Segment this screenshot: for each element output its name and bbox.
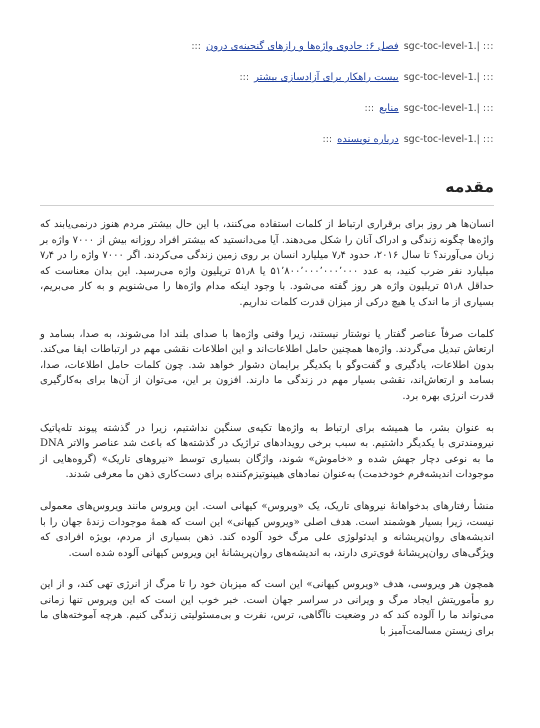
paragraph: همچون هر ویروسی، هدف «ویروس کیهانی» این است که میزبان خود را تا مرگ از انرژی تهی کند، و از این رو مأموریتش ایجاد مرگ و ویرانی در سراسر جهان است. خبر خوب این است که این ویروس تنها زمانی می‌تواند ما را آلوده کند که در وضعیت ناآگاهی، ترس، نفرت و بی‌مسئولیتی زندگی کنیم. هرچه آموخته‌های ما برای زیستن مسالمت‌آمیز با [40,579,494,638]
toc-link-twenty-strategies[interactable]: بیست راهکار برای آزادسازی بیشتر [254,72,399,83]
paragraph: منشأ رفتارهای بدخواهانهٔ نیروهای تاریک، یک «ویروس» کیهانی است. این ویروس مانند ویروس‌های معمولی نیست، زیرا بسیار هوشمند است. هدف اصلی «ویروس کیهانی» این است که همهٔ موجودات زندهٔ جهان را با اندیشه‌های روان‌پریشانه و ایدئولوژی علی مرگ خود آلوده کند. ذهن بسیاری از مردم، بویژه افرادی که ویژگی‌های روان‌پریشانهٔ قوی‌تری دارند، به اندیشه‌های روان‌پریشانهٔ این ویروس کیهانی آلوده شده است. [40,500,494,559]
toc-prefix: ::: [482,41,494,52]
paragraph: به عنوان بشر، ما همیشه برای ارتباط به واژه‌ها تکیه‌ی سنگین نداشتیم، زیرا در گذشته پیوند تله‌پاتیک نیرومندتری با یکدیگر داشتیم. به سبب برخی رویدادهای تراژیک در گذشته‌ها که باعث شد عناصر والاتر DNA ما به نوعی دچار جهش شده و «خاموش» شوند، واژگان بسیاری توسط «نیروهای تاریک» (گروه‌هایی از موجودات اندیشه‌فرم خودخدمت) به‌عنوان نمادهای هیپنوتیزم‌کننده برای دست‌کاری ذهن ما معرفی شدند. [40,422,494,481]
toc-prefix: ::: [482,72,494,83]
toc-suffix: ::: [322,134,333,145]
heading-divider [40,205,494,206]
toc-item [54,38,494,69]
toc-suffix: ::: [239,72,250,83]
paragraph: انسان‌ها هر روز برای برقراری ارتباط از کلمات استفاده می‌کنند، با این حال بیشتر مردم هنوز درنمی‌یابند که واژه‌ها چگونه زندگی و ادراک آنان را شکل می‌دهند. آیا می‌دانستید که بیشتر افراد روزانه بیش از ۷۰۰۰ واژه بر زبان می‌آورند؟ تا سال ۲۰۱۶، حدود ۷٫۴ میلیارد انسان بر روی زمین زندگی می‌کردند. اگر ۷۰۰۰ واژه را در ۷٫۴ میلیارد نفر ضرب کنید، به عدد ۵۱٬۸۰۰٬۰۰۰٬۰۰۰٬۰۰۰ یا ۵۱٫۸ تریلیون واژه می‌رسید. این بدان معناست که حداقل ۵۱٫۸ تریلیون واژه هر روز گفته می‌شود. با وجود اینکه مدام واژه‌ها را می‌شنویم و به کار می‌بریم، بسیاری از ما اندک یا هیچ درکی از میزان قدرت کلمات نداریم. [40,219,494,308]
toc-link-about-author[interactable]: درباره نویسنده [337,134,399,145]
body-text [40,217,494,656]
toc-suffix: ::: [191,41,201,52]
toc-link-sources[interactable]: منابع [379,103,399,114]
section-heading: مقدمه [445,178,494,196]
toc-suffix: ::: [364,103,375,114]
toc-class-tag: |.sgc-toc-level-1 [403,134,480,145]
toc-prefix: ::: [482,134,494,145]
toc-class-tag: |.sgc-toc-level-1 [403,41,480,52]
toc-class-tag: |.sgc-toc-level-1 [403,103,480,114]
paragraph: کلمات صرفاً عناصر گفتار یا نوشتار نیستند، زیرا وقتی واژه‌ها با صدای بلند ادا می‌شوند، به صدا، بسامد و ارتعاش تبدیل می‌گردند. واژه‌ها همچنین حامل اطلاعات‌اند و این اطلاعات نقشی مهم در ارتباطات ایفا می‌کند. بدون اطلاعات، یادگیری و گفت‌وگو با یکدیگر برایمان دشوار خواهد شد. چون کلمات حامل اطلاعات، صدا، بسامد و ارتعاش‌اند، نقشی بسیار مهم در زندگی ما دارند. افزون بر این، می‌توان از آن‌ها برای به‌کارگیری قدرت انرژی بهره برد. [40,328,494,402]
toc-link-chapter-6[interactable]: فصل ۶: جادوی واژه‌ها و رازهای گنجینه‌ی درون [206,41,399,52]
toc-item [54,131,494,162]
table-of-contents [54,38,494,162]
toc-item [54,69,494,100]
toc-class-tag: |.sgc-toc-level-1 [403,72,480,83]
toc-prefix: ::: [482,103,494,114]
toc-item [54,100,494,131]
